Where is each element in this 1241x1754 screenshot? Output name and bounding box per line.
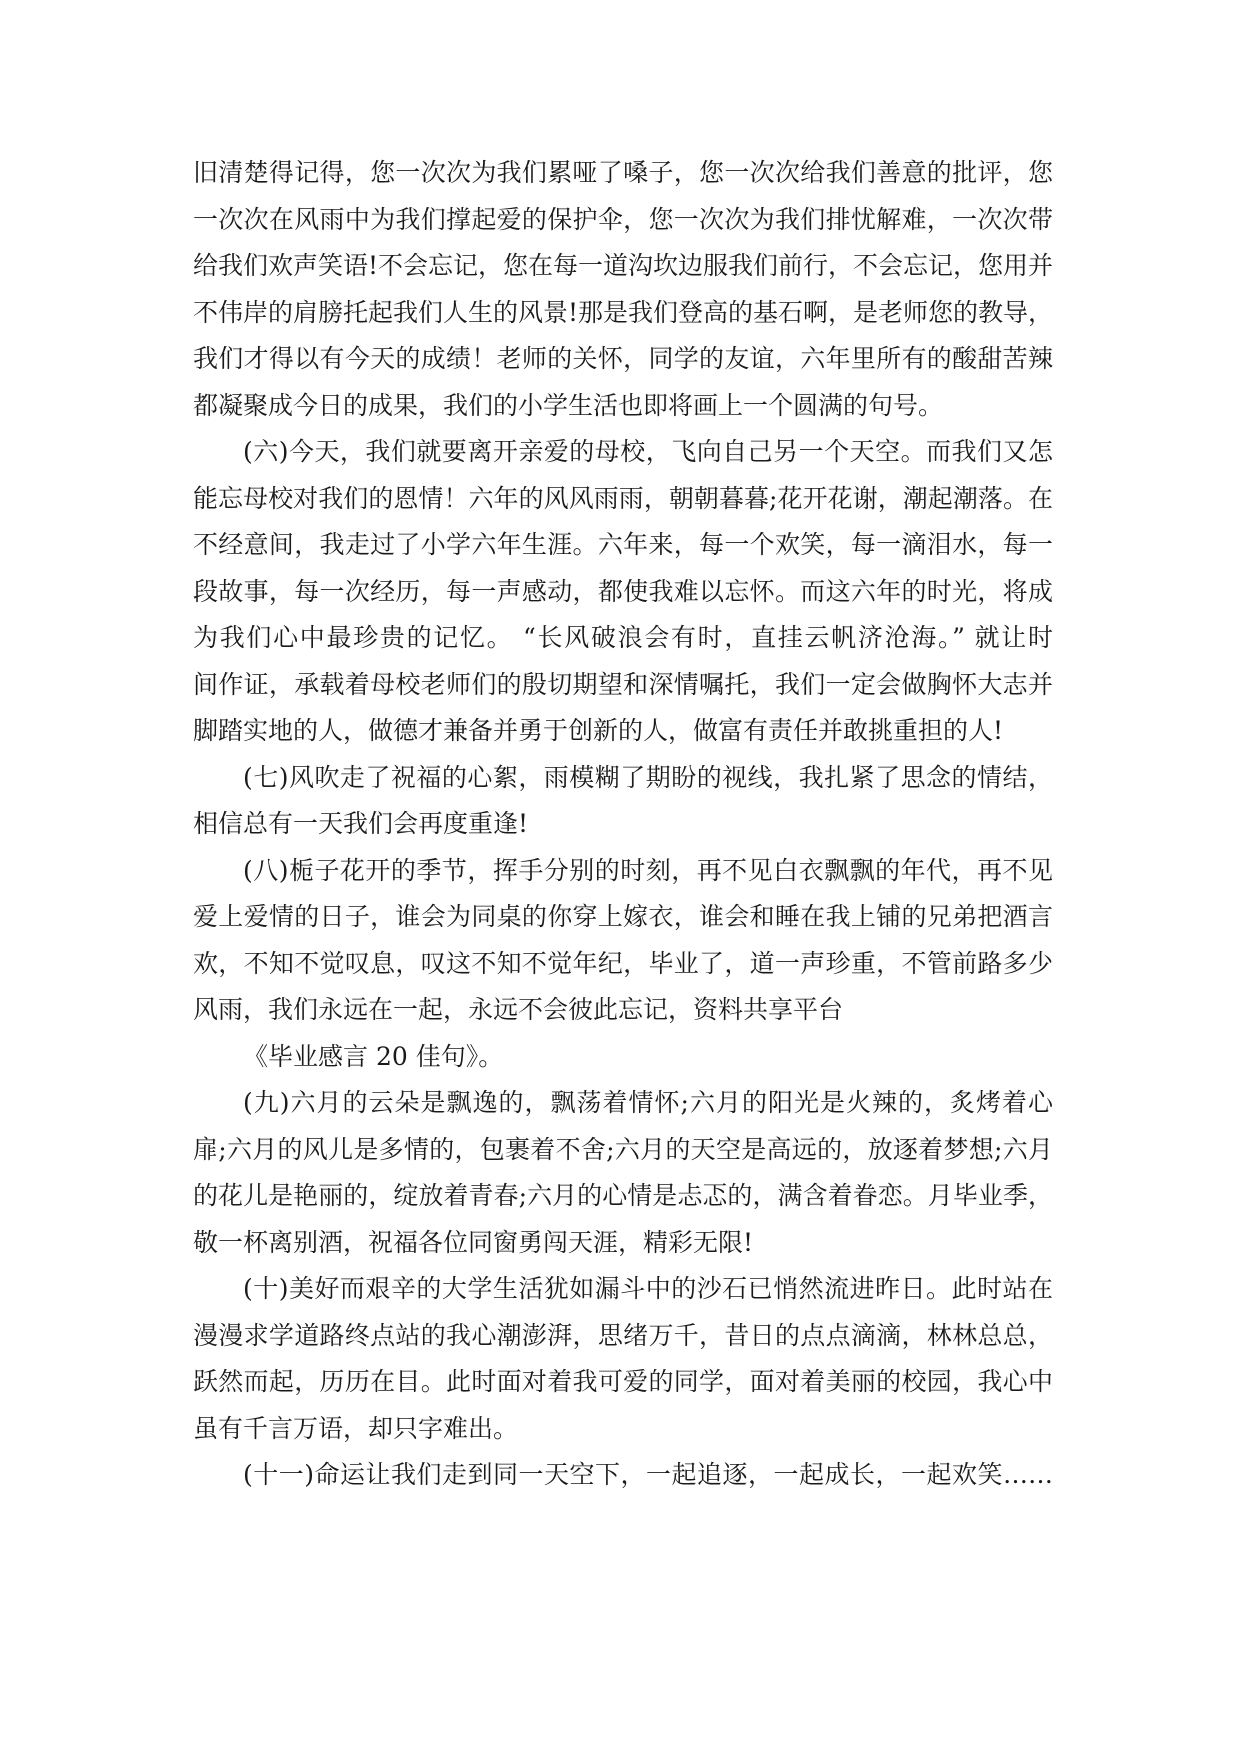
text-line: 相信总有一天我们会再度重逢! (193, 809, 529, 838)
text-line: 漫漫求学道路终点站的我心潮澎湃，思绪万千，昔日的点点滴滴，林林总总， (193, 1320, 1053, 1350)
text-line: 爱上爱情的日子，谁会为同桌的你穿上嫁衣，谁会和睡在我上铺的兄弟把酒言 (193, 902, 1053, 931)
text-line: 敬一杯离别酒，祝福各位同窗勇闯天涯，精彩无限! (193, 1227, 754, 1257)
text-line: 都凝聚成今日的成果，我们的小学生活也即将画上一个圆满的句号。 (193, 390, 944, 420)
text-line: 虽有千言万语，却只字难出。 (193, 1413, 519, 1443)
text-line: 脚踏实地的人，做德才兼备并勇于创新的人，做富有责任并敢挑重担的人! (193, 716, 1004, 745)
text-line: 给我们欢声笑语!不会忘记，您在每一道沟坎边服我们前行，不会忘记，您用并 (193, 251, 1054, 280)
text-line: 的花儿是艳丽的，绽放着青春;六月的心情是忐忑的，满含着眷恋。月毕业季， (193, 1181, 1053, 1210)
paragraph-8-line: (八)栀子花开的季节，挥手分别的时刻，再不见白衣飘飘的年代，再不见 (243, 855, 1053, 885)
text-line: 欢，不知不觉叹息，叹这不知不觉年纪，毕业了，道一声珍重，不管前路多少 (193, 948, 1053, 978)
paragraph-7-line: (七)风吹走了祝福的心絮，雨模糊了期盼的视线，我扎紧了思念的情结， (243, 762, 1053, 792)
text-line: 我们才得以有今天的成绩！老师的关怀，同学的友谊，六年里所有的酸甜苦辣 (193, 344, 1053, 373)
text-line: 段故事，每一次经历，每一声感动，都使我难以忘怀。而这六年的时光，将成 (193, 576, 1053, 606)
quoted-title-line: 《毕业感言 20 佳句》。 (243, 1041, 504, 1071)
text-line: 不经意间，我走过了小学六年生涯。六年来，每一个欢笑，每一滴泪水，每一 (193, 530, 1053, 559)
text-line: 一次次在风雨中为我们撑起爱的保护伞，您一次次为我们排忧解难，一次次带 (193, 204, 1053, 234)
paragraph-6-line: (六)今天，我们就要离开亲爱的母校，飞向自己另一个天空。而我们又怎 (243, 437, 1053, 466)
text-line: 不伟岸的肩膀托起我们人生的风景!那是我们登高的基石啊，是老师您的教导， (193, 297, 1054, 327)
text-line: 间作证，承载着母校老师们的殷切期望和深情嘱托，我们一定会做胸怀大志并 (193, 669, 1053, 699)
paragraph-11-line: (十一)命运让我们走到同一天空下，一起追逐，一起成长，一起欢笑…… (243, 1460, 1053, 1489)
paragraph-9-line: (九)六月的云朵是飘逸的，飘荡着情怀;六月的阳光是火辣的，炙烤着心 (243, 1088, 1053, 1117)
text-line: 能忘母校对我们的恩情！六年的风风雨雨，朝朝暮暮;花开花谢，潮起潮落。在 (193, 483, 1053, 513)
paragraph-10-line: (十)美好而艰辛的大学生活犹如漏斗中的沙石已悄然流进昨日。此时站在 (243, 1274, 1053, 1303)
text-line: 跃然而起，历历在目。此时面对着我可爱的同学，面对着美丽的校园，我心中 (193, 1367, 1053, 1396)
text-line: 扉;六月的风儿是多情的，包裹着不舍;六月的天空是高远的，放逐着梦想;六月 (193, 1134, 1053, 1164)
text-line: 旧清楚得记得，您一次次为我们累哑了嗓子，您一次次给我们善意的批评，您 (193, 158, 1053, 187)
text-line: 为我们心中最珍贵的记忆。 “长风破浪会有时，直挂云帆济沧海。” 就让时 (193, 623, 1053, 652)
text-line: 风雨，我们永远在一起，永远不会彼此忘记，资料共享平台 (193, 995, 844, 1024)
document-body (193, 150, 1053, 1499)
